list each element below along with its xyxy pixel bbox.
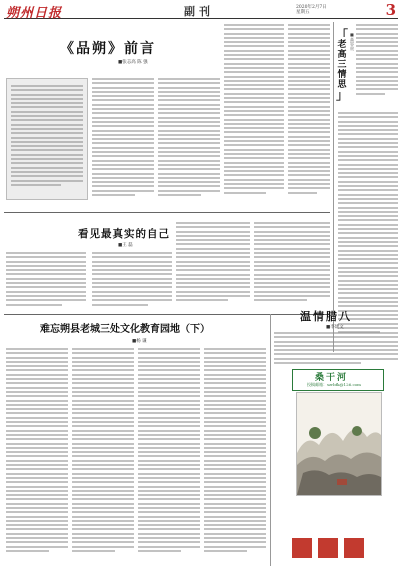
article-title-pinshuo: 《品朔》前言 xyxy=(60,41,156,57)
byline-zhenshi: ■王 磊 xyxy=(118,243,133,248)
zhenshi-column-1 xyxy=(6,252,86,310)
column-divider-bottom xyxy=(270,314,271,566)
column-divider-right xyxy=(333,22,334,352)
seal-stamp-3 xyxy=(344,538,364,558)
weekday: 星期五 xyxy=(296,10,310,15)
labazhu-body xyxy=(274,332,398,366)
article-title-zhenshi: 看见最真实的自己 xyxy=(78,228,170,240)
article-title-labazhu: 温情腊八 xyxy=(300,310,352,323)
newspaper-logo: 朔州日报 xyxy=(6,6,63,21)
pinshuo-column-4 xyxy=(288,24,330,208)
sanganhe-title: 桑干河 xyxy=(315,373,349,383)
seal-stamp-2 xyxy=(318,538,338,558)
editor-note-text xyxy=(11,85,83,193)
section-title: 副刊 xyxy=(184,5,214,18)
zhenshi-column-4 xyxy=(254,222,330,310)
pinshuo-column-3 xyxy=(224,24,284,208)
submission-email: 投稿邮箱：szrbfk@126.com xyxy=(307,382,361,387)
laocheng-column-2 xyxy=(72,348,134,566)
laogaosan-column-top xyxy=(356,24,398,104)
zhenshi-column-3 xyxy=(176,222,250,310)
page-number: 3 xyxy=(385,1,396,19)
landscape-painting xyxy=(296,392,382,496)
byline-pinshuo: ■张志高 陈 强 xyxy=(118,60,148,65)
zhenshi-column-2 xyxy=(92,252,172,310)
byline-labazhu: ■李建文 xyxy=(326,325,344,330)
pinshuo-column-1 xyxy=(92,78,154,208)
seal-stamp-1 xyxy=(292,538,312,558)
laocheng-column-3 xyxy=(138,348,200,566)
section-rule-1 xyxy=(4,212,330,213)
byline-laogaosan: ■高忠贵 xyxy=(350,32,354,51)
pinshuo-column-2 xyxy=(158,78,220,208)
article-title-laocheng: 难忘朔县老城三处文化教育园地（下） xyxy=(40,324,210,335)
masthead xyxy=(4,2,398,19)
editor-note-box xyxy=(6,78,88,200)
laocheng-column-4 xyxy=(204,348,266,566)
painting-art xyxy=(297,393,381,495)
laocheng-column-1 xyxy=(6,348,68,566)
date: 2020年2月7日 xyxy=(296,5,327,10)
date-line xyxy=(296,5,327,15)
section-rule-2 xyxy=(4,314,330,315)
byline-laocheng: ■杨 谦 xyxy=(132,339,147,344)
article-title-laogaosan: 「 老高三情思 」 xyxy=(335,28,348,102)
sanganhe-column-header xyxy=(292,369,384,391)
article-title-laogaosan-text: 老高三情思 xyxy=(337,40,347,90)
